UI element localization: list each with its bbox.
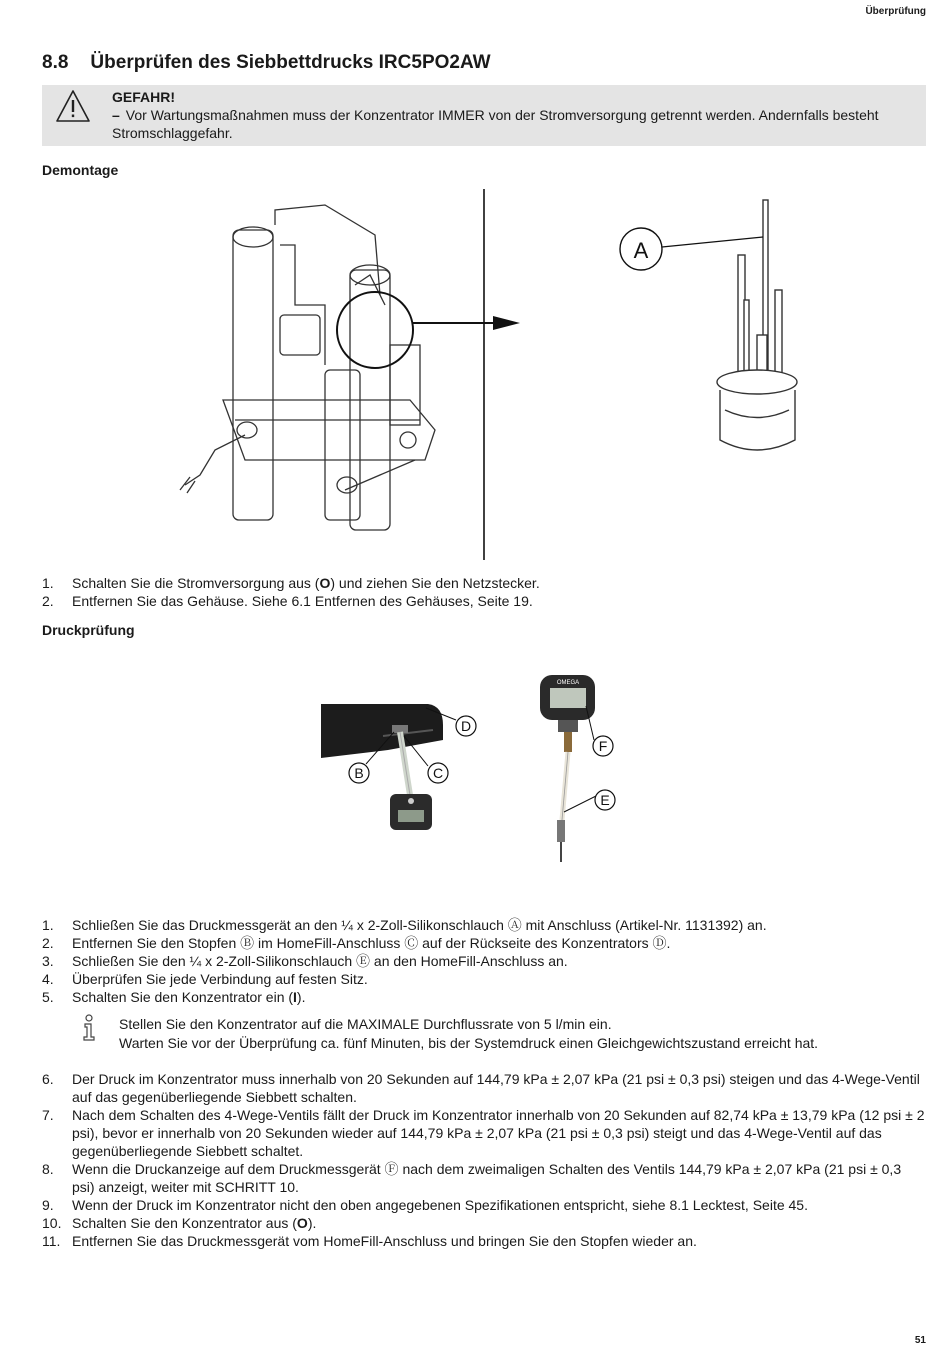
detail-circle [337,292,413,368]
step-text-part: Schalten Sie die Stromversorgung aus ( [72,575,320,591]
gauge-brand-label: OMEGA [556,680,580,686]
note-line: Stellen Sie den Konzentrator auf die MAXIMALE Durchflussrate von 5 l/min ein. [119,1016,612,1032]
step-text: Schließen Sie den ¼ x 2-Zoll-Silikonschlauch Ⓔ an den HomeFill-Anschluss an. [72,953,568,969]
note-text [119,1015,919,1053]
step-text: Überprüfen Sie jede Verbindung auf festen Sitz. [72,971,368,987]
list-item [42,1106,927,1160]
step-text: Entfernen Sie das Druckmessgerät vom HomeFill-Anschluss und bringen Sie den Stopfen wieder an. [72,1233,697,1249]
power-off-symbol: O [296,1215,308,1231]
note-line: Warten Sie vor der Überprüfung ca. fünf Minuten, bis der Systemdruck einen Gleichgewichtszustand erreicht hat. [119,1035,819,1051]
danger-warning-box [42,85,926,146]
info-icon [80,1014,98,1042]
step-number: 10. [42,1215,62,1231]
page-number: 51 [914,1335,926,1346]
label-c: C [432,765,444,781]
step-text [72,574,927,592]
label-a-leader [662,237,763,247]
step-text: Wenn der Druck im Konzentrator nicht den oben angegebenen Spezifikationen entspricht, siehe 8.1 Lecktest, Seite 45. [72,1197,808,1213]
list-item [42,1196,927,1214]
section-number: 8.8 [42,52,69,73]
step-number: 1. [42,917,54,933]
power-on-symbol: I [293,989,297,1005]
section-title-text: Überprüfen des Siebbettdrucks IRC5PO2AW [90,52,491,73]
label-f: F [598,738,608,754]
step-number: 1. [42,575,54,591]
list-item [42,916,927,934]
disassembly-figure [175,185,815,565]
pressure-test-steps-continued [42,1070,927,1250]
step-text: Entfernen Sie das Gehäuse. Siehe 6.1 Entfernen des Gehäuses, Seite 19. [72,593,533,609]
label-a: A [633,238,649,263]
label-b: B [354,765,364,781]
label-d: D [460,718,472,734]
step-text-part: Schalten Sie den Konzentrator aus ( [72,1215,297,1231]
step-text: Schließen Sie das Druckmessgerät an den ¼ x 2-Zoll-Silikonschlauch Ⓐ mit Anschluss (Artikel-Nr. 1131392) an. [72,917,767,933]
step-text-part: ) und ziehen Sie den Netzstecker. [330,575,540,591]
power-off-symbol: O [319,575,331,591]
pressure-test-heading: Druckprüfung [42,622,135,638]
label-e-leader [564,796,596,812]
disassembly-steps [42,574,927,610]
list-item [42,1070,927,1106]
section-title [42,52,491,74]
step-number: 8. [42,1161,54,1177]
step-number: 6. [42,1071,54,1087]
step-number: 2. [42,593,54,609]
warning-heading: GEFAHR! [112,89,175,105]
label-e: E [600,792,610,808]
step-text-part: ). [307,1215,317,1231]
list-item [42,970,927,988]
step-text: Entfernen Sie den Stopfen Ⓑ im HomeFill-Anschluss Ⓒ auf der Rückseite des Konzentrators Ⓓ. [72,935,671,951]
detail-arrow-head [493,316,520,330]
concentrator-illustration [180,205,435,530]
step-text: Wenn die Druckanzeige auf dem Druckmessgerät Ⓕ nach dem zweimaligen Schalten des Ventils 144,79 kPa ± 2,07 kPa (21 psi ± 0,3 psi) anzeigt, weiter mit SCHRITT 10. [72,1161,902,1195]
step-number: 3. [42,953,54,969]
warning-triangle-icon [55,89,91,123]
pressure-test-steps [42,916,927,1006]
list-item [42,1232,927,1250]
concentrator-back-photo [321,704,443,795]
list-item [42,592,927,610]
step-number: 7. [42,1107,54,1123]
step-number: 5. [42,989,54,1005]
list-item [42,952,927,970]
list-item [42,1214,927,1232]
step-text [72,1214,927,1232]
step-text-part: ). [296,989,306,1005]
pressure-test-figure [318,670,628,875]
list-item [42,1160,927,1196]
pressure-gauge-photo [540,675,595,862]
step-number: 4. [42,971,54,987]
step-text: Nach dem Schalten des 4-Wege-Ventils fällt der Druck im Konzentrator innerhalb von 20 Sekunden auf 82,74 kPa ± 13,79 kPa (12 psi ± 2 psi), bevor er innerhalb von 20 Sekunden wieder auf 144,79 kPa ± 2,07 kPa (21 psi ± 0,3 psi) steigt und das 4-Wege-Ventil auf das gegenüberliegende Siebbett schaltet. [72,1107,925,1159]
page-header-chapter: Überprüfung [865,6,926,17]
step-number: 11. [42,1233,61,1249]
warning-text [112,106,912,142]
step-number: 9. [42,1197,54,1213]
list-item [42,934,927,952]
gauge-small-photo [390,794,432,830]
warning-dash: – [112,107,120,123]
step-text [72,988,927,1006]
list-item [42,574,927,592]
step-number: 2. [42,935,54,951]
list-item [42,988,927,1006]
disassembly-heading: Demontage [42,162,119,178]
warning-text-body: Vor Wartungsmaßnahmen muss der Konzentrator IMMER von der Stromversorgung getrennt werden. Andernfalls besteht Stromschlaggefahr. [112,107,879,141]
step-text: Der Druck im Konzentrator muss innerhalb von 20 Sekunden auf 144,79 kPa ± 2,07 kPa (21 psi ± 0,3 psi) steigen und das 4-Wege-Ventil auf das gegenüberliegende Siebbett schalten. [72,1071,920,1105]
step-text-part: Schalten Sie den Konzentrator ein ( [72,989,294,1005]
